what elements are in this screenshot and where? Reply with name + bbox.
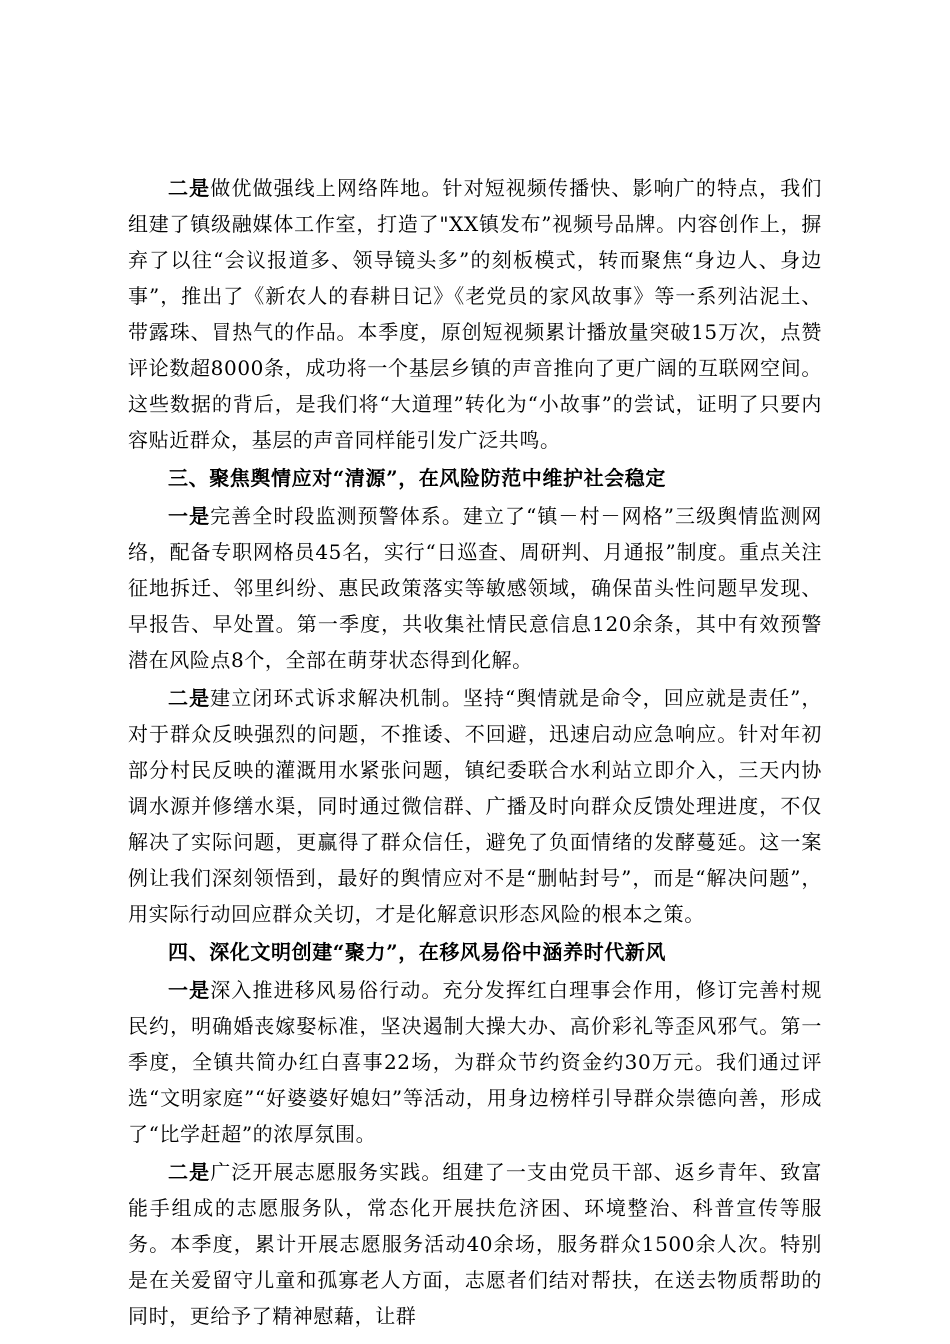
document-page xyxy=(128,170,822,1336)
section-heading-3: 三、聚焦舆情应对“清源”，在风险防范中维护社会稳定 xyxy=(168,466,667,490)
paragraph-monitoring-system xyxy=(128,498,822,678)
paragraph-closed-loop-mechanism xyxy=(128,680,822,932)
paragraph-text: 建立闭环式诉求解决机制。坚持“舆情就是命令，回应就是责任”，对于群众反映强烈的问题，不推诿、不回避，迅速启动应急响应。针对年初部分村民反映的灌溉用水紧张问题，镇纪委联合水利站立即介入，三天内协调水源并修缮水渠，同时通过微信群、广播及时向群众反馈处理进度，不仅解决了实际问题，更赢得了群众信任，避免了负面情绪的发酵蔓延。这一案例让我们深刻领悟到，最好的舆情应对不是“删帖封号”，而是“解决问题”，用实际行动回应群众关切，才是化解意识形态风险的根本之策。 xyxy=(128,686,823,926)
paragraph-volunteer-service xyxy=(128,1154,822,1334)
paragraph-lead: 二是 xyxy=(168,686,211,710)
paragraph-customs-reform xyxy=(128,972,822,1152)
paragraph-lead: 二是 xyxy=(168,176,211,200)
paragraph-text: 做优做强线上网络阵地。针对短视频传播快、影响广的特点，我们组建了镇级融媒体工作室，打造了"XX镇发布”视频号品牌。内容创作上，摒弃了以往“会议报道多、领导镜头多”的刻板模式，转而聚焦“身边人、身边事”，推出了《新农人的春耕日记》《老党员的家风故事》等一系列沾泥土、带露珠、冒热气的作品。本季度，原创短视频累计播放量突破15万次，点赞评论数超8000条，成功将一个基层乡镇的声音推向了更广阔的互联网空间。这些数据的背后，是我们将“大道理”转化为“小故事”的尝试，证明了只要内容贴近群众，基层的声音同样能引发广泛共鸣。 xyxy=(128,176,822,452)
paragraph-text: 完善全时段监测预警体系。建立了“镇－村－网格”三级舆情监测网络，配备专职网格员45名，实行“日巡查、周研判、月通报”制度。重点关注征地拆迁、邻里纠纷、惠民政策落实等敏感领域，确保苗头性问题早发现、早报告、早处置。第一季度，共收集社情民意信息120余条，其中有效预警潜在风险点8个，全部在萌芽状态得到化解。 xyxy=(128,504,823,672)
paragraph-lead: 一是 xyxy=(168,504,211,528)
paragraph-lead: 一是 xyxy=(168,978,211,1002)
paragraph-online-platform xyxy=(128,170,822,458)
paragraph-text: 广泛开展志愿服务实践。组建了一支由党员干部、返乡青年、致富能手组成的志愿服务队，常态化开展扶危济困、环境整治、科普宣传等服务。本季度，累计开展志愿服务活动40余场，服务群众1500余人次。特别是在关爱留守儿童和孤寡老人方面，志愿者们结对帮扶，在送去物质帮助的同时，更给予了精神慰藉，让群 xyxy=(128,1160,822,1328)
paragraph-text: 深入推进移风易俗行动。充分发挥红白理事会作用，修订完善村规民约，明确婚丧嫁娶标准，坚决遏制大操大办、高价彩礼等歪风邪气。第一季度，全镇共简办红白喜事22场，为群众节约资金约30万元。我们通过评选“文明家庭”“好婆婆好媳妇”等活动，用身边榜样引导群众崇德向善，形成了“比学赶超”的浓厚氛围。 xyxy=(128,978,822,1146)
section-heading-4: 四、深化文明创建“聚力”，在移风易俗中涵养时代新风 xyxy=(168,940,667,964)
paragraph-lead: 二是 xyxy=(168,1160,211,1184)
